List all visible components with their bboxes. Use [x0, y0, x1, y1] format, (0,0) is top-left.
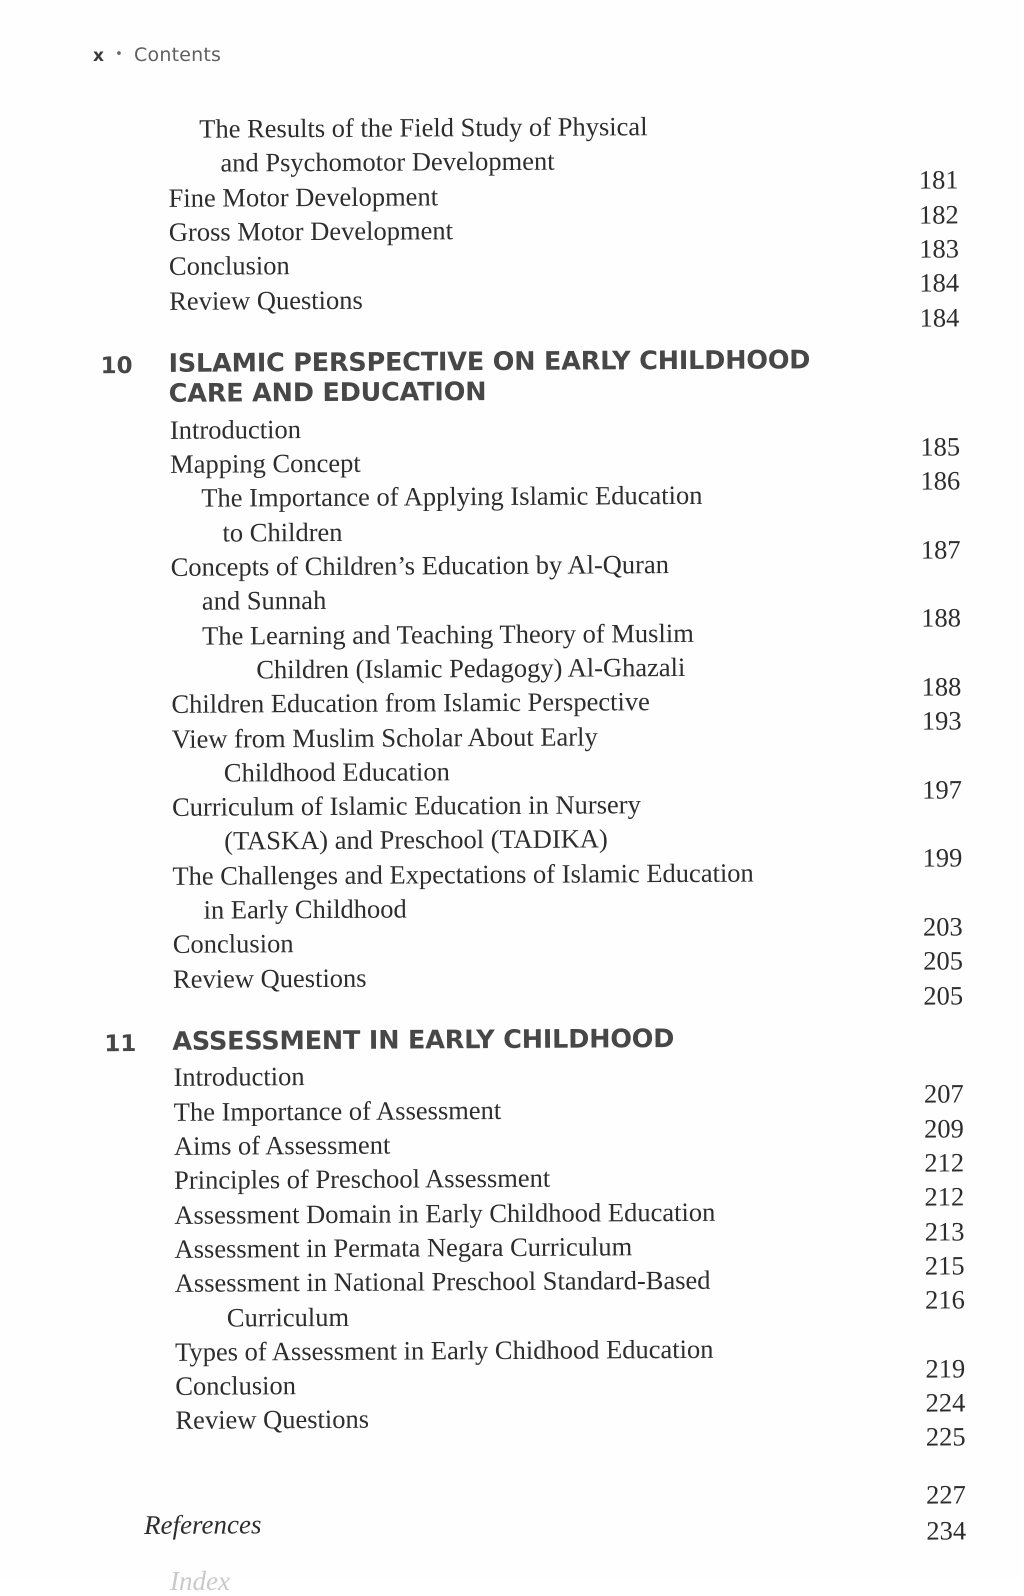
- toc-entry[interactable]: Types of Assessment in Early Chidhood Education: [174, 1333, 714, 1367]
- running-head: [93, 44, 221, 66]
- toc-entry[interactable]: Conclusion: [175, 1370, 297, 1401]
- toc-page-number[interactable]: 215: [924, 1250, 965, 1281]
- toc-page-number[interactable]: 186: [920, 465, 961, 496]
- toc-entry[interactable]: The Importance of Assessment: [173, 1094, 502, 1127]
- toc-entry[interactable]: Conclusion: [168, 250, 290, 282]
- toc-entry[interactable]: Review Questions: [172, 962, 367, 994]
- chapter-title[interactable]: ASSESSMENT IN EARLY CHILDHOOD: [172, 1023, 675, 1057]
- toc-entry[interactable]: Concepts of Children’s Education by Al-Quran: [170, 549, 670, 582]
- toc-entry[interactable]: Assessment in National Preschool Standard-Based: [174, 1265, 711, 1299]
- toc-page-number[interactable]: 203: [922, 911, 963, 942]
- toc-entry[interactable]: View from Muslim Scholar About Early: [171, 720, 598, 754]
- cut-off-line: Index: [170, 1566, 230, 1596]
- toc-page-number[interactable]: 212: [924, 1181, 965, 1212]
- toc-entry[interactable]: The Learning and Teaching Theory of Muslim: [201, 617, 694, 651]
- toc-entry[interactable]: Conclusion: [172, 928, 294, 960]
- toc-entry[interactable]: and Sunnah: [201, 585, 327, 616]
- toc-entry[interactable]: Children (Islamic Pedagogy) Al-Ghazali: [256, 651, 686, 685]
- toc-page-number[interactable]: 219: [925, 1353, 966, 1384]
- chapter-number: 11: [104, 1030, 137, 1058]
- toc-page-number[interactable]: 224: [925, 1387, 966, 1418]
- toc-page-number[interactable]: 181: [918, 164, 959, 195]
- trailing-page-number[interactable]: 234: [926, 1515, 967, 1546]
- toc-page-number[interactable]: 209: [924, 1113, 964, 1144]
- toc-page-number[interactable]: 183: [919, 233, 960, 264]
- toc-page-number[interactable]: 212: [924, 1147, 965, 1178]
- toc-entry[interactable]: Assessment Domain in Early Childhood Education: [174, 1196, 716, 1230]
- toc-page-number[interactable]: 184: [919, 267, 960, 298]
- toc-entry[interactable]: Fine Motor Development: [168, 180, 439, 213]
- toc-page-number[interactable]: 182: [918, 199, 959, 230]
- toc-entry[interactable]: Introduction: [169, 413, 302, 445]
- toc-entry[interactable]: Review Questions: [175, 1404, 370, 1436]
- toc-entry[interactable]: Gross Motor Development: [168, 215, 454, 247]
- toc-page-number[interactable]: 197: [922, 774, 963, 805]
- toc-page-number[interactable]: 193: [921, 705, 962, 736]
- toc-page-number[interactable]: 185: [920, 431, 961, 462]
- toc-entry[interactable]: (TASKA) and Preschool (TADIKA): [224, 823, 608, 856]
- toc-page-number[interactable]: 187: [920, 534, 961, 565]
- toc-entry[interactable]: Childhood Education: [223, 756, 450, 788]
- chapter-title[interactable]: ISLAMIC PERSPECTIVE ON EARLY CHILDHOOD CARE AND EDUCATION: [168, 345, 811, 409]
- toc-entry[interactable]: Principles of Preschool Assessment: [174, 1163, 551, 1196]
- toc-entry[interactable]: Review Questions: [169, 284, 363, 316]
- toc-page-number[interactable]: 205: [923, 945, 963, 976]
- toc-page-number[interactable]: 216: [924, 1284, 965, 1315]
- separator-dot: •: [115, 47, 124, 62]
- toc-page-number[interactable]: 213: [924, 1216, 965, 1247]
- toc-entry[interactable]: Mapping Concept: [170, 447, 361, 479]
- page-folio: x: [93, 46, 105, 66]
- toc-entry[interactable]: Aims of Assessment: [173, 1129, 391, 1161]
- toc-entry[interactable]: Assessment in Permata Negara Curriculum: [174, 1231, 633, 1264]
- toc-page-number[interactable]: 207: [923, 1078, 964, 1110]
- toc-entry[interactable]: Curriculum of Islamic Education in Nursery: [171, 789, 641, 822]
- toc-entry[interactable]: in Early Childhood: [203, 893, 407, 925]
- toc-page-number[interactable]: 184: [919, 301, 960, 333]
- toc-entry[interactable]: The Results of the Field Study of Physical: [199, 111, 648, 144]
- toc-entry[interactable]: Curriculum: [226, 1301, 350, 1333]
- running-head-label: Contents: [134, 44, 222, 66]
- toc-page-number[interactable]: 225: [925, 1421, 966, 1453]
- toc-entry[interactable]: Introduction: [173, 1061, 305, 1093]
- toc-page-number[interactable]: 199: [922, 842, 963, 874]
- toc-entry[interactable]: Children Education from Islamic Perspective: [171, 686, 650, 720]
- toc-page-number[interactable]: 188: [921, 671, 962, 702]
- toc-entry[interactable]: and Psychomotor Development: [220, 145, 555, 178]
- chapter-number: 10: [100, 352, 133, 380]
- toc-page-number[interactable]: 205: [923, 980, 964, 1011]
- toc-entry[interactable]: to Children: [222, 516, 343, 548]
- back-matter-page-number[interactable]: 227: [926, 1479, 966, 1510]
- toc-page-number[interactable]: 188: [921, 602, 962, 633]
- back-matter-entry[interactable]: References: [143, 1509, 262, 1540]
- toc-entry[interactable]: The Importance of Applying Islamic Education: [201, 480, 703, 514]
- toc-entry[interactable]: The Challenges and Expectations of Islamic Education: [172, 857, 754, 891]
